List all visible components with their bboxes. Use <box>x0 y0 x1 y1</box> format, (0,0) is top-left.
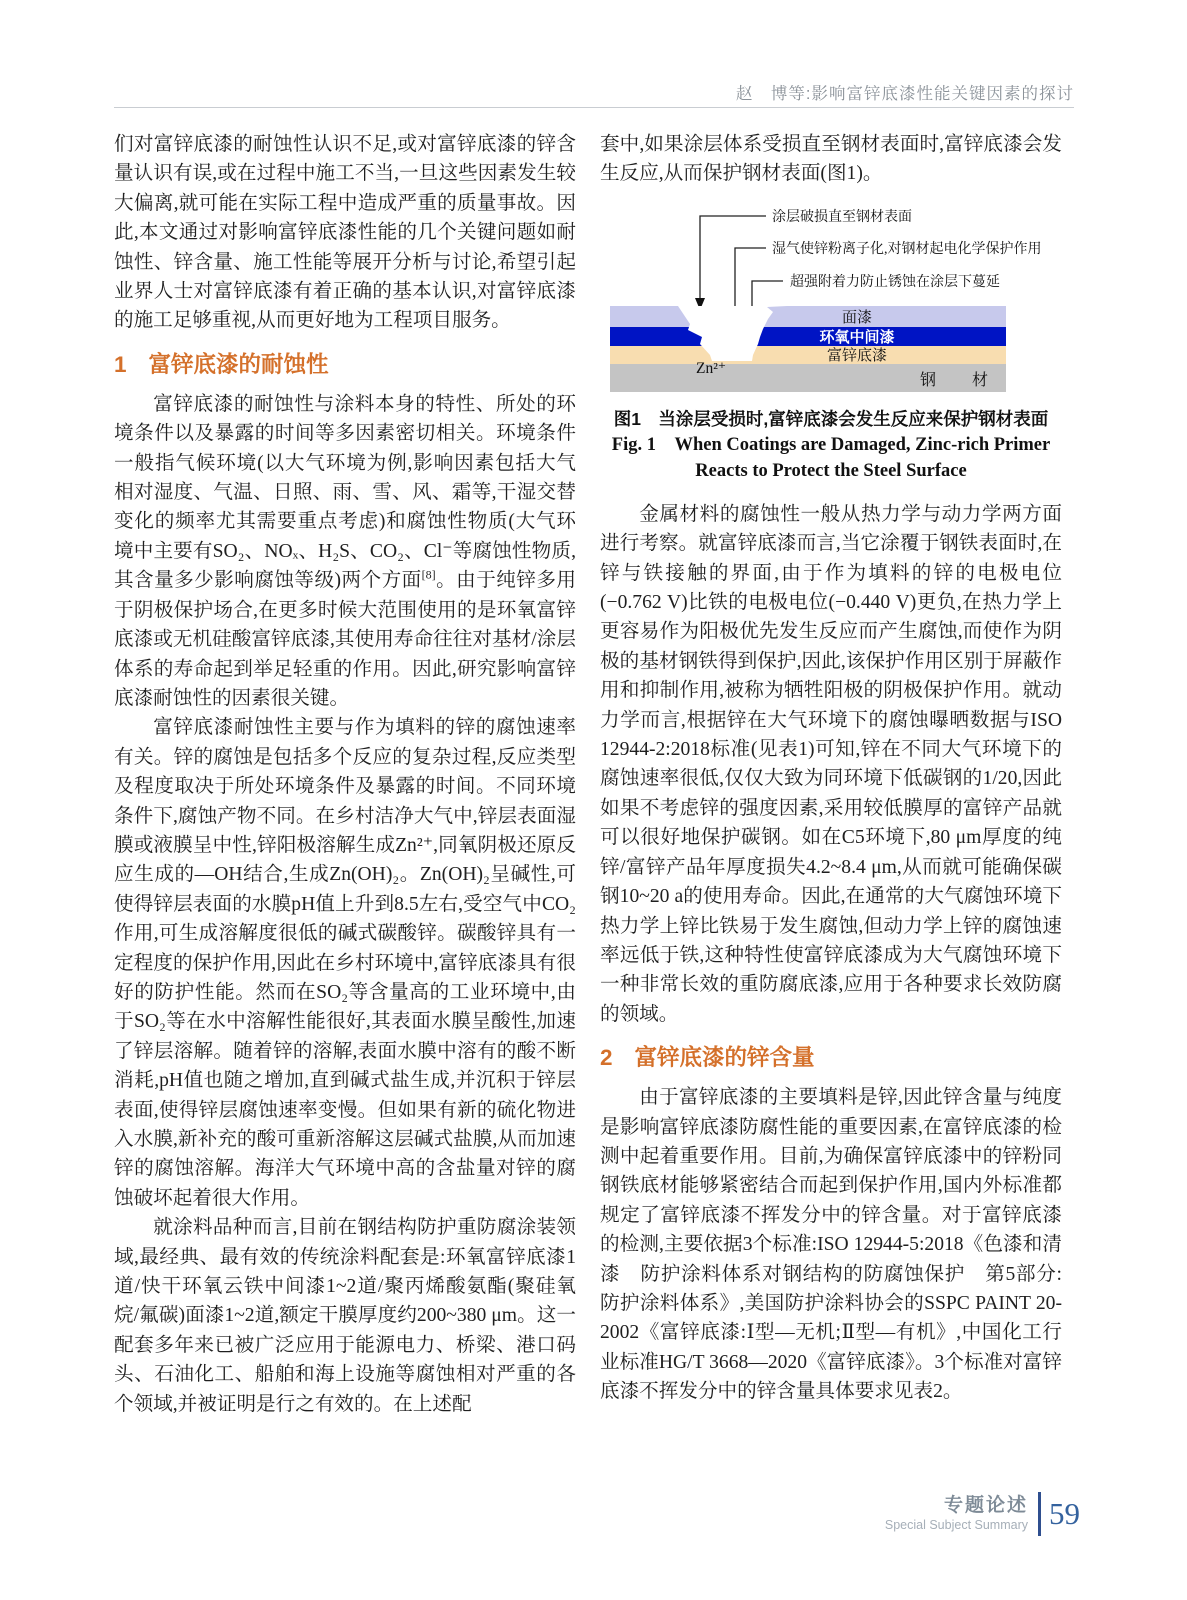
layer-zinc-rich-primer <box>610 346 1006 364</box>
footer-divider-bar <box>1038 1492 1041 1536</box>
section-heading-2 <box>600 1043 1062 1073</box>
annotation-coating-damage: 涂层破损直至钢材表面 <box>772 209 912 225</box>
zinc-ion-label: Zn²⁺ <box>696 359 727 377</box>
footer-column-title <box>885 1495 1028 1533</box>
section-title: 富锌底漆的锌含量 <box>634 1045 815 1071</box>
figure-1 <box>600 197 1062 484</box>
paragraph-text: 富锌底漆的耐蚀性与涂料本身的特性、所处的环境条件以及暴露的时间等多因素密切相关。环境条件一般指气候环境(以大气环境为例,影响因素包括大气相对湿度、气温、日照、雨、雪、风、霜等,干湿交替变化的频率尤其需要重点考虑)和腐蚀性物质(大气环境中主要有SO₂、NOₓ、H₂S、CO₂、Cl⁻等腐蚀性物质,其含量多少影响腐蚀等级)两个方面 <box>114 393 576 592</box>
body-paragraph <box>114 390 576 713</box>
layer-epoxy-intermediate <box>610 327 1006 346</box>
annotation-zinc-ionization: 湿气使锌粉离子化,对钢材起电化学保护作用 <box>772 241 1042 257</box>
figure-caption-en-line1: Fig. 1 When Coatings are Damaged, Zinc-rich Primer <box>611 434 1051 455</box>
header-rule <box>114 107 1074 108</box>
leader-line-1 <box>700 216 766 300</box>
body-paragraph: 套中,如果涂层体系受损直至钢材表面时,富锌底漆会发生反应,从而保护钢材表面(图1)。 <box>600 134 1062 185</box>
page-footer <box>885 1492 1080 1536</box>
body-paragraph: 富锌底漆耐蚀性主要与作为填料的锌的腐蚀速率有关。锌的腐蚀是包括多个反应的复杂过程,反应类型及程度取决于所处环境条件及暴露的时间。不同环境条件下,腐蚀产物不同。在乡村洁净大气中,锌层表面湿膜或液膜呈中性,锌阳极溶解生成Zn²⁺,同氧阴极还原反应生成的—OH结合,生成Zn(OH)₂。Zn(OH)₂呈碱性,可使得锌层表面的水膜pH值上升到8.5左右,受空气中CO₂作用,可生成溶解度很低的碱式碳酸锌。碳酸锌具有一定程度的保护作用,因此在乡村环境中,富锌底漆具有很好的防护性能。然而在SO₂等含量高的工业环境中,由于SO₂等在水中溶解性能很好,其表面水膜呈酸性,加速了锌层溶解。随着锌的溶解,表面水膜中溶有的酸不断消耗,pH值也随之增加,直到碱式盐生成,并沉积于锌层表面,使得锌层腐蚀速率变慢。但如果有新的硫化物进入水膜,新补充的酸可重新溶解这层碱式盐膜,从而加速锌的腐蚀溶解。海洋大气环境中高的含盐量对锌的腐蚀破坏起着很大作用。 <box>114 717 576 1209</box>
layer-label-epoxy: 环氧中间漆 <box>819 329 895 346</box>
layer-label-primer: 富锌底漆 <box>826 347 888 364</box>
page-number: 59 <box>1049 1496 1080 1531</box>
right-column <box>600 130 1062 1407</box>
body-paragraph: 金属材料的腐蚀性一般从热力学与动力学两方面进行考察。就富锌底漆而言,当它涂覆于钢铁表面时,在锌与铁接触的界面,由于作为填料的锌的电极电位(−0.762 V)比铁的电极电位(−0.440 V)更负,在热力学上更容易作为阳极优先发生反应而产生腐蚀,而使作为阴极的基材钢铁得到保护,因此,该保护作用区别于屏蔽作用和抑制作用,被称为牺牲阳极的阴极保护作用。就动力学而言,根据锌在大气环境下的腐蚀曝晒数据与ISO 12944-2:2018标准(见表1)可知,锌在不同大气环境下的腐蚀速率很低,仅仅大致为同环境下低碳钢的1/20,因此如果不考虑锌的强度因素,采用较低膜厚的富锌产品就可以很好地保护碳钢。如在C5环境下,80 μm厚度的纯锌/富锌产品年厚度损失4.2~8.4 μm,从而就可能确保碳钢10~20 a的使用寿命。因此,在通常的大气腐蚀环境下热力学上锌比铁易于发生腐蚀,但动力学上锌的腐蚀速率远低于铁,这种特性使富锌底漆成为大气腐蚀环境下一种非常长效的重防腐底漆,应用于各种要求长效防腐的领域。 <box>600 503 1062 1025</box>
annotation-adhesion: 超强附着力防止锈蚀在涂层下蔓延 <box>790 274 1000 290</box>
section-number: 1 <box>114 351 127 377</box>
footer-section-en: Special Subject Summary <box>884 1518 1028 1532</box>
running-header: 赵 博等:影响富锌底漆性能关键因素的探讨 <box>735 85 1074 103</box>
coating-damage-diagram <box>600 197 1062 402</box>
section-title: 富锌底漆的耐蚀性 <box>148 351 329 377</box>
section-number: 2 <box>600 1045 613 1071</box>
layer-topcoat <box>610 306 1006 327</box>
layer-label-steel: 钢 材 <box>920 371 999 389</box>
body-paragraph: 们对富锌底漆的耐蚀性认识不足,或对富锌底漆的锌含量认识有误,或在过程中施工不当,一旦这些因素发生较大偏离,就可能在实际工程中造成严重的质量事故。因此,本文通过对影响富锌底漆性能的几个关键问题如耐蚀性、锌含量、施工性能等展开分析与讨论,希望引起业界人士对富锌底漆有着正确的基本认识,对富锌底漆的施工足够重视,从而更好地为工程项目服务。 <box>114 134 576 332</box>
footer-section-zh: 专题论述 <box>943 1495 1028 1516</box>
reference-superscript: [8] <box>421 567 436 582</box>
left-column <box>114 130 576 1419</box>
body-paragraph: 由于富锌底漆的主要填料是锌,因此锌含量与纯度是影响富锌底漆防腐性能的重要因素,在富锌底漆的检测中起着重要作用。目前,为确保富锌底漆中的锌粉同钢铁底材能够紧密结合而起到保护作用,国内外标准都规定了富锌底漆不挥发分中的锌含量。对于富锌底漆的检测,主要依据3个标准:ISO 12944-5:2018《色漆和清漆 防护涂料体系对钢结构的防腐蚀保护 第5部分:防护涂料体系》,美国防护涂料协会的SSPC PAINT 20-2002《富锌底漆:Ⅰ型—无机;Ⅱ型—有机》,中国化工行业标准HG/T 3668—2020《富锌底漆》。3个标准对富锌底漆不挥发分中的锌含量具体要求见表2。 <box>600 1087 1062 1403</box>
figure-caption-zh: 图1 当涂层受损时,富锌底漆会发生反应来保护钢材表面 <box>613 408 1049 429</box>
layer-label-topcoat: 面漆 <box>841 309 873 326</box>
figure-caption-en-line2: Reacts to Protect the Steel Surface <box>695 460 967 481</box>
body-paragraph: 就涂料品种而言,目前在钢结构防护重防腐涂装领域,最经典、最有效的传统涂料配套是:环氧富锌底漆1道/快干环氧云铁中间漆1~2道/聚丙烯酸氨酯(聚硅氧烷/氟碳)面漆1~2道,额定干膜厚度约200~380 μm。这一配套多年来已被广泛应用于能源电力、桥梁、港口码头、石油化工、船舶和海上设施等腐蚀相对严重的各个领域,并被证明是行之有效的。在上述配 <box>114 1217 576 1415</box>
section-heading-1 <box>114 350 576 380</box>
paragraph-text: 。由于纯锌多用于阴极保护场合,在更多时候大范围使用的是环氧富锌底漆或无机硅酸富锌底漆,其使用寿命往往对基材/涂层体系的寿命起到举足轻重的作用。因此,研究影响富锌底漆耐蚀性的因素很关键。 <box>114 570 576 709</box>
